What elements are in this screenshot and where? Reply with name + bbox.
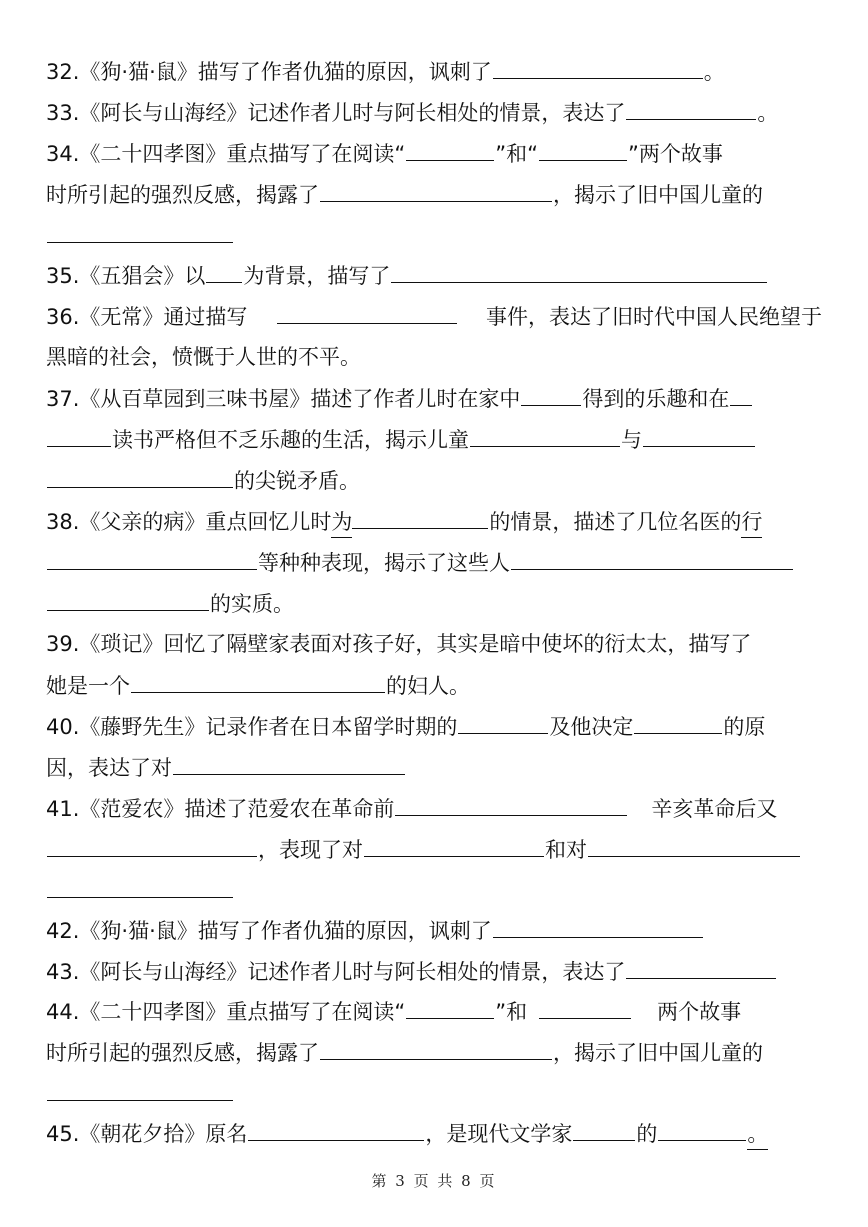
- question-38-line-3: [46, 588, 822, 619]
- answer-blank[interactable]: [730, 383, 752, 406]
- question-text: 时所引起的强烈反感，揭露了: [46, 183, 319, 207]
- question-text: 的原: [723, 715, 766, 739]
- question-text: 。: [747, 1119, 768, 1150]
- answer-blank[interactable]: [658, 1118, 746, 1141]
- question-text: 的尖锐矛盾。: [234, 469, 360, 493]
- question-37-line-2: [46, 424, 822, 455]
- question-text: 读书严格但不乏乐趣的生活，揭示儿童: [112, 428, 469, 452]
- question-text: 33.《阿长与山海经》记述作者儿时与阿长相处的情景，表达了: [46, 101, 626, 125]
- question-44-line-2: [46, 1037, 822, 1068]
- question-40-line-2: [46, 752, 822, 783]
- answer-blank[interactable]: [458, 711, 548, 734]
- question-text: 黑暗的社会，愤慨于人世的不平。: [46, 345, 361, 369]
- answer-blank[interactable]: [573, 1118, 635, 1141]
- question-text: 事件，表达了旧时代中国人民绝望于: [486, 305, 822, 329]
- question-text: 的实质。: [210, 592, 294, 616]
- question-39: [46, 629, 822, 659]
- question-text: 41.《范爱农》描述了范爱农在革命前: [46, 797, 395, 821]
- question-text: 34.《二十四孝图》重点描写了在阅读“: [46, 142, 406, 166]
- question-text: 与: [621, 428, 642, 452]
- answer-blank[interactable]: [47, 588, 209, 611]
- answer-blank[interactable]: [352, 506, 488, 529]
- question-37: [46, 383, 822, 414]
- question-32: [46, 56, 822, 87]
- answer-blank[interactable]: [406, 138, 494, 161]
- question-text: 时所引起的强烈反感，揭露了: [46, 1041, 319, 1065]
- answer-blank[interactable]: [521, 383, 581, 406]
- question-text: 37.《从百草园到三味书屋》描述了作者儿时在家中: [46, 387, 521, 411]
- answer-blank[interactable]: [277, 301, 457, 324]
- answer-blank[interactable]: [643, 424, 755, 447]
- question-text: ”两个故事: [628, 142, 723, 166]
- answer-blank[interactable]: [493, 56, 703, 79]
- answer-blank[interactable]: [47, 424, 111, 447]
- question-text: 行: [741, 507, 762, 538]
- question-text: 42.《狗·猫·鼠》描写了作者仇猫的原因，讽刺了: [46, 919, 492, 943]
- answer-blank[interactable]: [539, 996, 631, 1019]
- question-40: [46, 711, 822, 742]
- answer-blank[interactable]: [626, 956, 776, 979]
- question-41-line-2: [46, 834, 822, 865]
- answer-blank[interactable]: [206, 260, 242, 283]
- answer-blank[interactable]: [320, 179, 552, 202]
- question-text: 等种种表现，揭示了这些人: [258, 551, 510, 575]
- question-text: ”和“: [495, 142, 539, 166]
- answer-blank[interactable]: [406, 996, 494, 1019]
- question-33: [46, 97, 822, 128]
- question-text: ，揭示了旧中国儿童的: [553, 183, 763, 207]
- question-41: [46, 793, 822, 824]
- question-text: ”和: [495, 1000, 528, 1024]
- question-text: 45.《朝花夕拾》原名: [46, 1122, 248, 1146]
- question-34-line-3: [46, 220, 822, 243]
- answer-blank[interactable]: [320, 1037, 552, 1060]
- question-text: 44.《二十四孝图》重点描写了在阅读“: [46, 1000, 406, 1024]
- question-38: [46, 506, 822, 538]
- question-text: 35.《五猖会》以: [46, 264, 206, 288]
- question-43: [46, 956, 822, 987]
- question-34-line-2: [46, 179, 822, 210]
- question-text: 及他决定: [549, 715, 634, 739]
- answer-blank[interactable]: [493, 915, 703, 938]
- question-44-line-3: [46, 1078, 822, 1101]
- answer-blank[interactable]: [173, 752, 405, 775]
- question-text: 的妇人。: [386, 674, 470, 698]
- question-text: 得到的乐趣和在: [582, 387, 730, 411]
- answer-blank[interactable]: [511, 547, 793, 570]
- question-text: ，揭示了旧中国儿童的: [553, 1041, 763, 1065]
- question-text: 43.《阿长与山海经》记述作者儿时与阿长相处的情景，表达了: [46, 960, 626, 984]
- question-text: 38.《父亲的病》重点回忆儿时: [46, 510, 332, 534]
- question-42: [46, 915, 822, 946]
- answer-blank[interactable]: [47, 1078, 233, 1101]
- question-38-line-2: [46, 547, 822, 578]
- question-text: 40.《藤野先生》记录作者在日本留学时期的: [46, 715, 458, 739]
- question-text: 的: [636, 1122, 658, 1146]
- answer-blank[interactable]: [47, 834, 257, 857]
- question-39-line-2: [46, 670, 822, 701]
- question-text: 辛亥革命后又: [651, 797, 778, 821]
- question-41-line-3: [46, 875, 822, 898]
- question-text: 36.《无常》通过描写: [46, 305, 248, 329]
- answer-blank[interactable]: [634, 711, 722, 734]
- question-45: [46, 1118, 822, 1150]
- question-text: 。: [757, 101, 779, 125]
- answer-blank[interactable]: [626, 97, 756, 120]
- question-37-line-3: [46, 465, 822, 496]
- answer-blank[interactable]: [588, 834, 800, 857]
- question-text: 她是一个: [46, 674, 130, 698]
- question-text: 为: [331, 507, 352, 538]
- question-text: 39.《琐记》回忆了隔壁家表面对孩子好，其实是暗中使坏的衍太太，描写了: [46, 632, 752, 656]
- question-text: 。: [703, 60, 725, 84]
- answer-blank[interactable]: [539, 138, 627, 161]
- question-34: [46, 138, 822, 169]
- answer-blank[interactable]: [131, 670, 385, 693]
- answer-blank[interactable]: [47, 465, 233, 488]
- answer-blank[interactable]: [395, 793, 627, 816]
- question-36-line-2: [46, 342, 822, 372]
- question-text: 两个故事: [657, 1000, 742, 1024]
- answer-blank[interactable]: [47, 875, 233, 898]
- question-text: 32.《狗·猫·鼠》描写了作者仇猫的原因，讽刺了: [46, 60, 492, 84]
- question-36: [46, 301, 822, 332]
- question-text: ，表现了对: [258, 838, 363, 862]
- answer-blank[interactable]: [248, 1118, 424, 1141]
- answer-blank[interactable]: [470, 424, 620, 447]
- question-text: 和对: [545, 838, 587, 862]
- answer-blank[interactable]: [47, 547, 257, 570]
- answer-blank[interactable]: [364, 834, 544, 857]
- question-44: [46, 996, 822, 1027]
- question-text: 的情景，描述了几位名医的: [489, 510, 742, 534]
- page-number: 第 3 页 共 8 页: [371, 1172, 497, 1190]
- question-35: [46, 260, 822, 291]
- answer-blank[interactable]: [391, 260, 767, 283]
- question-text: 为背景，描写了: [243, 264, 391, 288]
- question-text: ，是现代文学家: [425, 1122, 573, 1146]
- question-text: 因，表达了对: [46, 756, 172, 780]
- answer-blank[interactable]: [47, 220, 233, 243]
